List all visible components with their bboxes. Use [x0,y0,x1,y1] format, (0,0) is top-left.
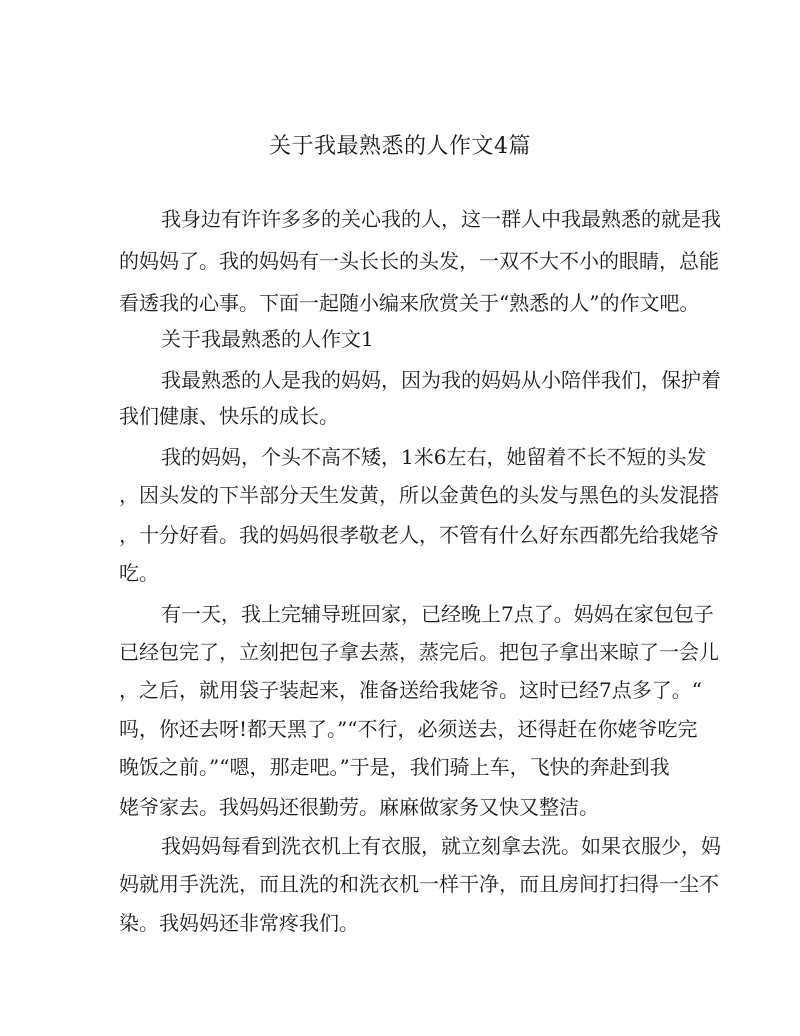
document-title: 关于我最熟悉的人作文4篇 [269,134,531,159]
paragraph-line: 妈就用手洗洗，而且洗的和洗衣机一样干净，而且房间打扫得一尘不 [119,872,719,896]
paragraph-line: 有一天，我上完辅导班回家，已经晚上7点了。妈妈在家包包子 [161,602,714,626]
paragraph-line: 染。我妈妈还非常疼我们。 [119,911,359,935]
paragraph-line: ，因头发的下半部分天生发黄，所以金黄色的头发与黑色的头发混搭 [119,483,719,507]
paragraph-line: 吃。 [119,561,159,585]
paragraph-line: 我最熟悉的人是我的妈妈，因为我的妈妈从小陪伴我们，保护着 [161,368,721,392]
paragraph-line: ，十分好看。我的妈妈很孝敬老人，不管有什么好东西都先给我姥爷 [119,523,719,547]
section-heading: 关于我最熟悉的人作文1 [161,327,374,351]
paragraph-line: 晚饭之前。”“嗯，那走吧。”于是，我们骑上车，飞快的奔赴到我 [119,755,670,779]
paragraph-line: 的妈妈了。我的妈妈有一头长长的头发，一双不大不小的眼睛，总能 [119,249,719,273]
paragraph-line: 姥爷家去。我妈妈还很勤劳。麻麻做家务又快又整洁。 [119,795,599,819]
paragraph-line: 我妈妈每看到洗衣机上有衣服，就立刻拿去洗。如果衣服少，妈 [161,834,721,858]
paragraph-line: 我们健康、快乐的成长。 [119,404,339,428]
paragraph-line: ，之后，就用袋子装起来，准备送给我姥爷。这时已经7点多了。“ [119,678,702,702]
paragraph-line: 已经包完了，立刻把包子拿去蒸，蒸完后。把包子拿出来晾了一会儿 [119,640,719,664]
paragraph-line: 看透我的心事。下面一起随小编来欣赏关于“熟悉的人”的作文吧。 [119,291,700,315]
paragraph-line: 吗，你还去呀!都天黑了。”“不行，必须送去，还得赶在你姥爷吃完 [119,717,698,741]
paragraph-line: 我身边有许许多多的关心我的人，这一群人中我最熟悉的就是我 [161,207,721,231]
paragraph-line: 我的妈妈，个头不高不矮，1米6左右，她留着不长不短的头发 [161,445,707,469]
